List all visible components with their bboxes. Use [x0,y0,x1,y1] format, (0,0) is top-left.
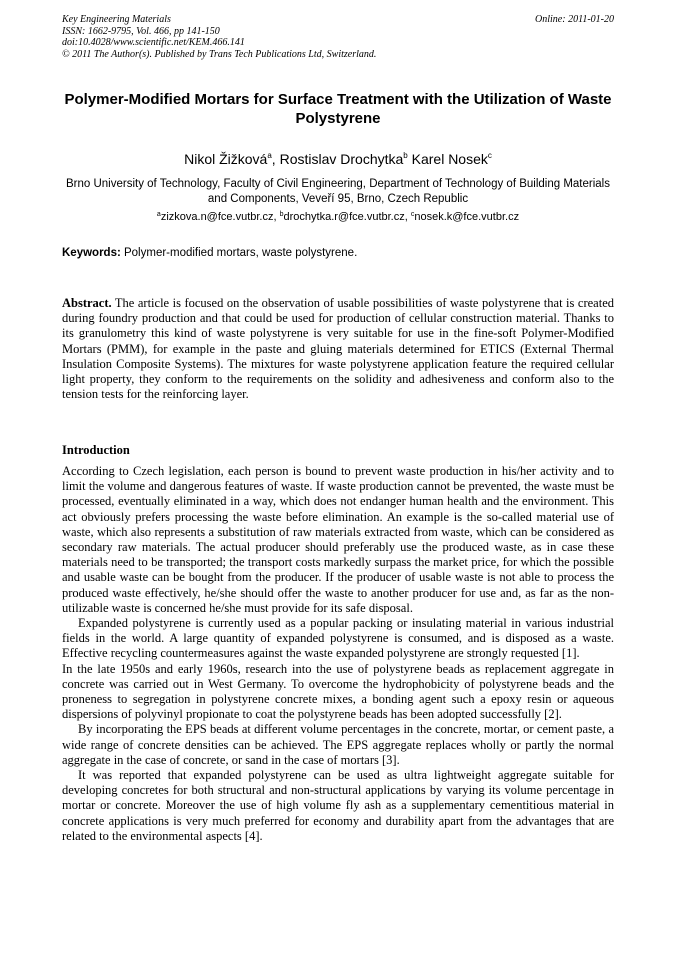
journal-name: Key Engineering Materials [62,14,171,25]
affiliation: Brno University of Technology, Faculty of Civil Engineering, Department of Technology of Building Materials and Components, Veveří 95, Brno, Czech Republic [66,178,610,205]
author-affil-mark: c [487,151,492,160]
author-separator: , [271,151,280,167]
copyright-line: © 2011 The Author(s). Published by Trans Tech Publications Ltd, Switzerland. [62,48,377,60]
keywords-text: Polymer-modified mortars, waste polystyrene. [120,247,358,259]
author-name: Rostislav Drochytka [279,151,404,167]
online-date: Online: 2011-01-20 [535,14,614,25]
keywords [62,246,614,261]
author-list [62,150,614,168]
author-affil-mark: a [267,151,272,160]
abstract-text: The article is focused on the observation of usable possibilities of waste polystyrene that is created during foundry production and that could be used for production of cellular construction material. Thanks to its granulometry this kind of waste polystyrene is very suitable for use in the fine-soft Polymer-Modified Mortars (PMM), for example in the paste and gluing materials determined for ETICS (External Thermal Insulation Composite Systems). The mixtures for waste polystyrene application feature the required cellular light property, they conform to the requirements on the solidity and adhesiveness and conform also to the tension tests for the reinforcing layer. [62,296,614,402]
body-paragraph: In the late 1950s and early 1960s, research into the use of polystyrene beads as replacement aggregate in concrete was carried out in West Germany. To overcome the hydrophobicity of polystyrene beads and the proneness to segregation in polystyrene concrete mixes, a bonding agent such a epoxy resin or aqueous dispersions of polyvinyl propionate to coat the polystyrene beads has been adopted successfully [2]. [62,661,614,722]
author-name: Nikol Žižková [184,151,268,167]
keywords-label: Keywords: [62,247,121,259]
issn-line: ISSN: 1662-9795, Vol. 466, pp 141-150 [62,25,220,37]
body-paragraph: Expanded polystyrene is currently used as a popular packing or insulating material in various industrial fields in the world. A large quantity of expanded polystyrene is consumed, and is disposed as a waste. Effective recycling countermeasures against the waste expanded polystyrene are strongly requested [1]. [62,616,614,661]
body-paragraph: It was reported that expanded polystyrene can be used as ultra lightweight aggregate suitable for developing concretes for both structural and non-structural applications by varying its volume percentage in mortar or concrete. Moreover the use of high volume fly ash as a supplementary cementitious material in concrete applications is very much preferred for economy and durability apart from the advantages that are related to the environmental aspects [4]. [62,768,614,843]
email-mark: b [279,211,284,218]
email-separator: , [404,211,411,223]
email-mark: c [410,211,415,218]
abstract-label: Abstract. [62,296,112,310]
body-paragraph: By incorporating the EPS beads at different volume percentages in the concrete, mortar, or cement paste, a wide range of concrete densities can be achieved. The EPS aggregate replaces wholly or partly the normal aggregate in the case of concrete, or sand in the case of mortars [3]. [62,722,614,767]
journal-header [62,14,614,60]
author-affil-mark: b [403,151,408,160]
paper-title: Polymer-Modified Mortars for Surface Treatment with the Utilization of Waste Polystyrene [64,91,612,127]
doi-line[interactable]: doi:10.4028/www.scientific.net/KEM.466.141 [62,37,245,48]
email-address[interactable]: nosek.k@fce.vutbr.cz [414,211,520,223]
email-mark: a [156,211,161,218]
email-address[interactable]: zizkova.n@fce.vutbr.cz [160,211,274,223]
section-heading-introduction: Introduction [62,443,130,457]
email-address[interactable]: drochytka.r@fce.vutbr.cz [283,211,405,223]
author-name: Karel Nosek [411,151,488,167]
abstract [62,296,614,402]
introduction-body [62,464,614,844]
body-paragraph: According to Czech legislation, each person is bound to prevent waste production in his/her activity and to limit the volume and dangerous features of waste. If waste production cannot be prevented, the waste must be processed, eventually eliminated in a way, which does not endanger human health and the environment. This act obviously prefers processing the waste before elimination. An example is the so-called material use of waste, which also represents a substitution of raw materials extracted from waste, which can be considered as secondary raw materials. The actual producer should preferably use the produced waste, as in case these materials need to be transported; the transport costs markedly surpass the market price, for which the possible and usable waste can be bought from the producer. If the producer of usable waste is not able to process the produced waste effectively, he/she should offer the waste to another producer for use and, as far as the non-utilizable waste is concerned he/she must provide for its safe disposal. [62,464,614,615]
email-list [62,210,614,225]
email-separator: , [273,211,280,223]
